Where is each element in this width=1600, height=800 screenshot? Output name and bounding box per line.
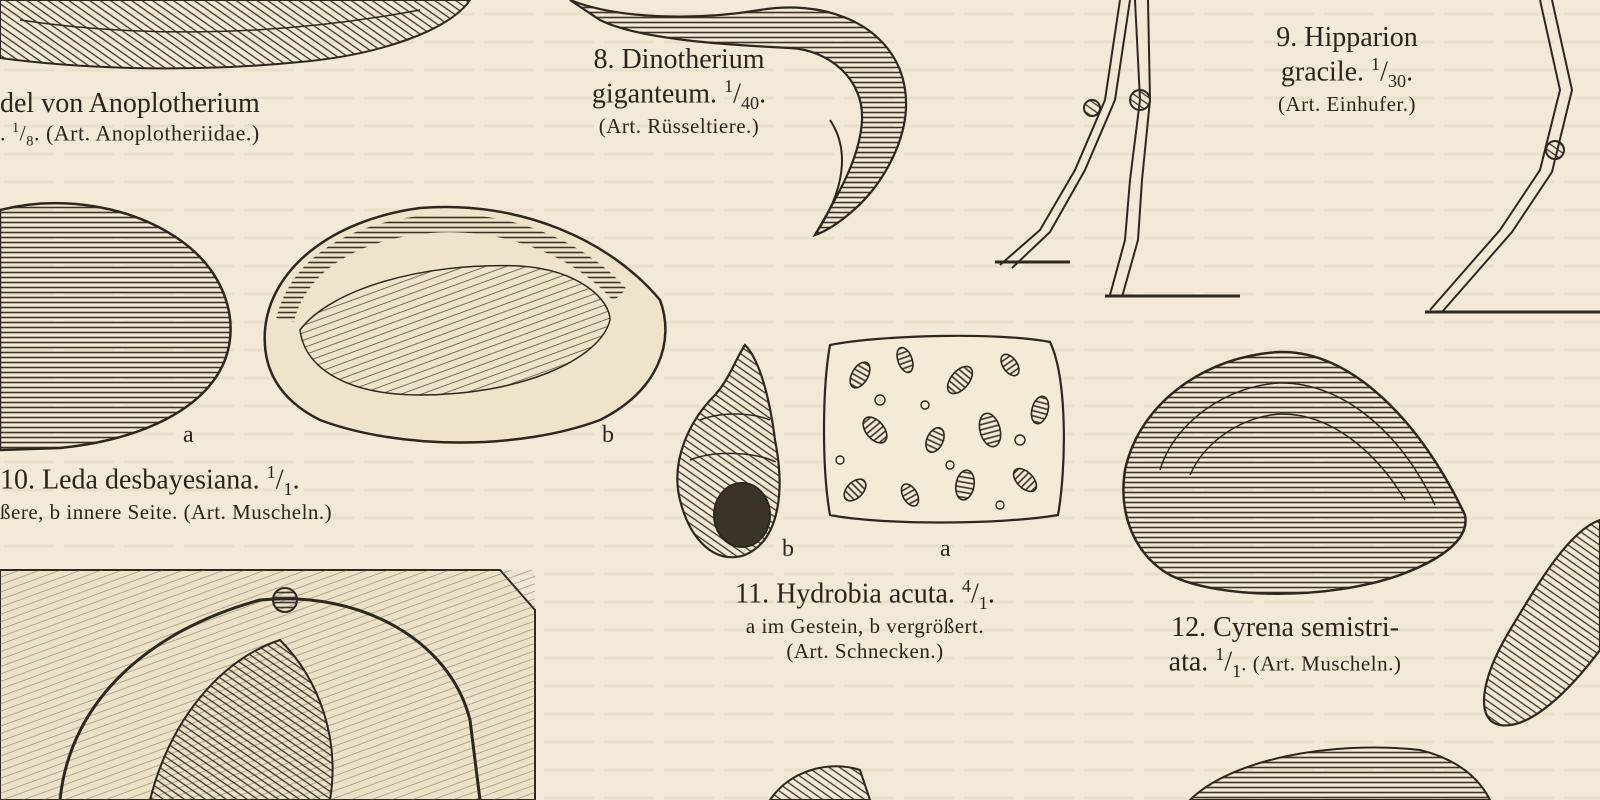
caption-fig9-species-name: gracile. bbox=[1280, 56, 1372, 88]
caption-fig9-scale-den: 30 bbox=[1387, 70, 1407, 91]
caption-fig9-scale-num: 1 bbox=[1371, 54, 1381, 74]
caption-fig10-scale-den: 1 bbox=[283, 478, 293, 499]
caption-fig8-title: 8. Dinotherium bbox=[593, 44, 765, 75]
caption-fig10-title: 10. Leda desbayesiana. $^1/_1$. bbox=[0, 462, 300, 499]
caption-fig11-title: 11. Hydrobia acuta. $^4/_1$. bbox=[735, 576, 995, 613]
caption-anoplotherium-scale-num: 1 bbox=[12, 120, 20, 136]
caption-fig11-note: (Art. Schnecken.) bbox=[786, 638, 944, 663]
hydrobia-rock-illustration bbox=[824, 336, 1064, 523]
caption-fig9-species: gracile. $^1/_{30}$. bbox=[1280, 54, 1414, 91]
caption-fig12-scale-num: 1 bbox=[1215, 644, 1225, 664]
caption-fig12-pre: ata. bbox=[1168, 646, 1216, 678]
caption-anoplotherium-post: . (Art. Anoplotheriidae.) bbox=[33, 120, 260, 146]
caption-fig8 bbox=[548, 44, 810, 139]
caption-fig8-species: giganteum. $^1/_{40}$. bbox=[591, 76, 767, 113]
caption-fig8-scale-den: 40 bbox=[740, 92, 760, 113]
caption-anoplotherium-note: . $^1/_8$. (Art. Anoplotheriidae.) bbox=[0, 120, 260, 150]
fig11-label-a: a bbox=[940, 536, 951, 562]
caption-anoplotherium-title: del von Anoplotherium bbox=[0, 88, 260, 119]
caption-fig12-post: . (Art. Muscheln.) bbox=[1241, 651, 1402, 676]
caption-fig12 bbox=[1100, 612, 1470, 682]
caption-fig10-scale-num: 1 bbox=[266, 462, 276, 482]
caption-fig8-scale-num: 1 bbox=[724, 76, 734, 96]
caption-anoplotherium bbox=[0, 88, 260, 151]
caption-anoplotherium-scale-den: 8 bbox=[26, 133, 34, 150]
caption-fig12-title: 12. Cyrena semistri- bbox=[1171, 612, 1399, 643]
caption-fig11-scale-num: 4 bbox=[961, 576, 971, 596]
caption-fig9 bbox=[1230, 22, 1464, 117]
caption-fig8-note: (Art. Rüsseltiere.) bbox=[598, 113, 760, 138]
caption-fig12-scale-den: 1 bbox=[1232, 660, 1242, 681]
caption-fig9-note: (Art. Einhufer.) bbox=[1277, 91, 1417, 116]
caption-fig11 bbox=[662, 576, 1068, 664]
fig11-label-b: b bbox=[782, 536, 794, 562]
caption-fig8-species-name: giganteum. bbox=[591, 78, 725, 110]
fig10-label-b: b bbox=[602, 422, 614, 448]
caption-fig12-species: ata. $^1/_1$. (Art. Muscheln.) bbox=[1168, 644, 1402, 681]
caption-fig10 bbox=[0, 462, 332, 525]
caption-fig11-desc: a im Gestein, b vergrößert. bbox=[745, 613, 985, 638]
fig10-label-a: a bbox=[183, 422, 194, 448]
caption-fig10-note: ßere, b innere Seite. (Art. Muscheln.) bbox=[0, 499, 333, 524]
framed-skull-illustration bbox=[0, 570, 535, 800]
caption-fig9-title: 9. Hipparion bbox=[1276, 22, 1418, 53]
caption-fig11-species-name: 11. Hydrobia acuta. bbox=[735, 578, 962, 610]
caption-fig10-species-name: 10. Leda desbayesiana. bbox=[0, 464, 267, 496]
caption-anoplotherium-pre: . bbox=[0, 120, 12, 146]
caption-fig11-scale-den: 1 bbox=[978, 592, 988, 613]
